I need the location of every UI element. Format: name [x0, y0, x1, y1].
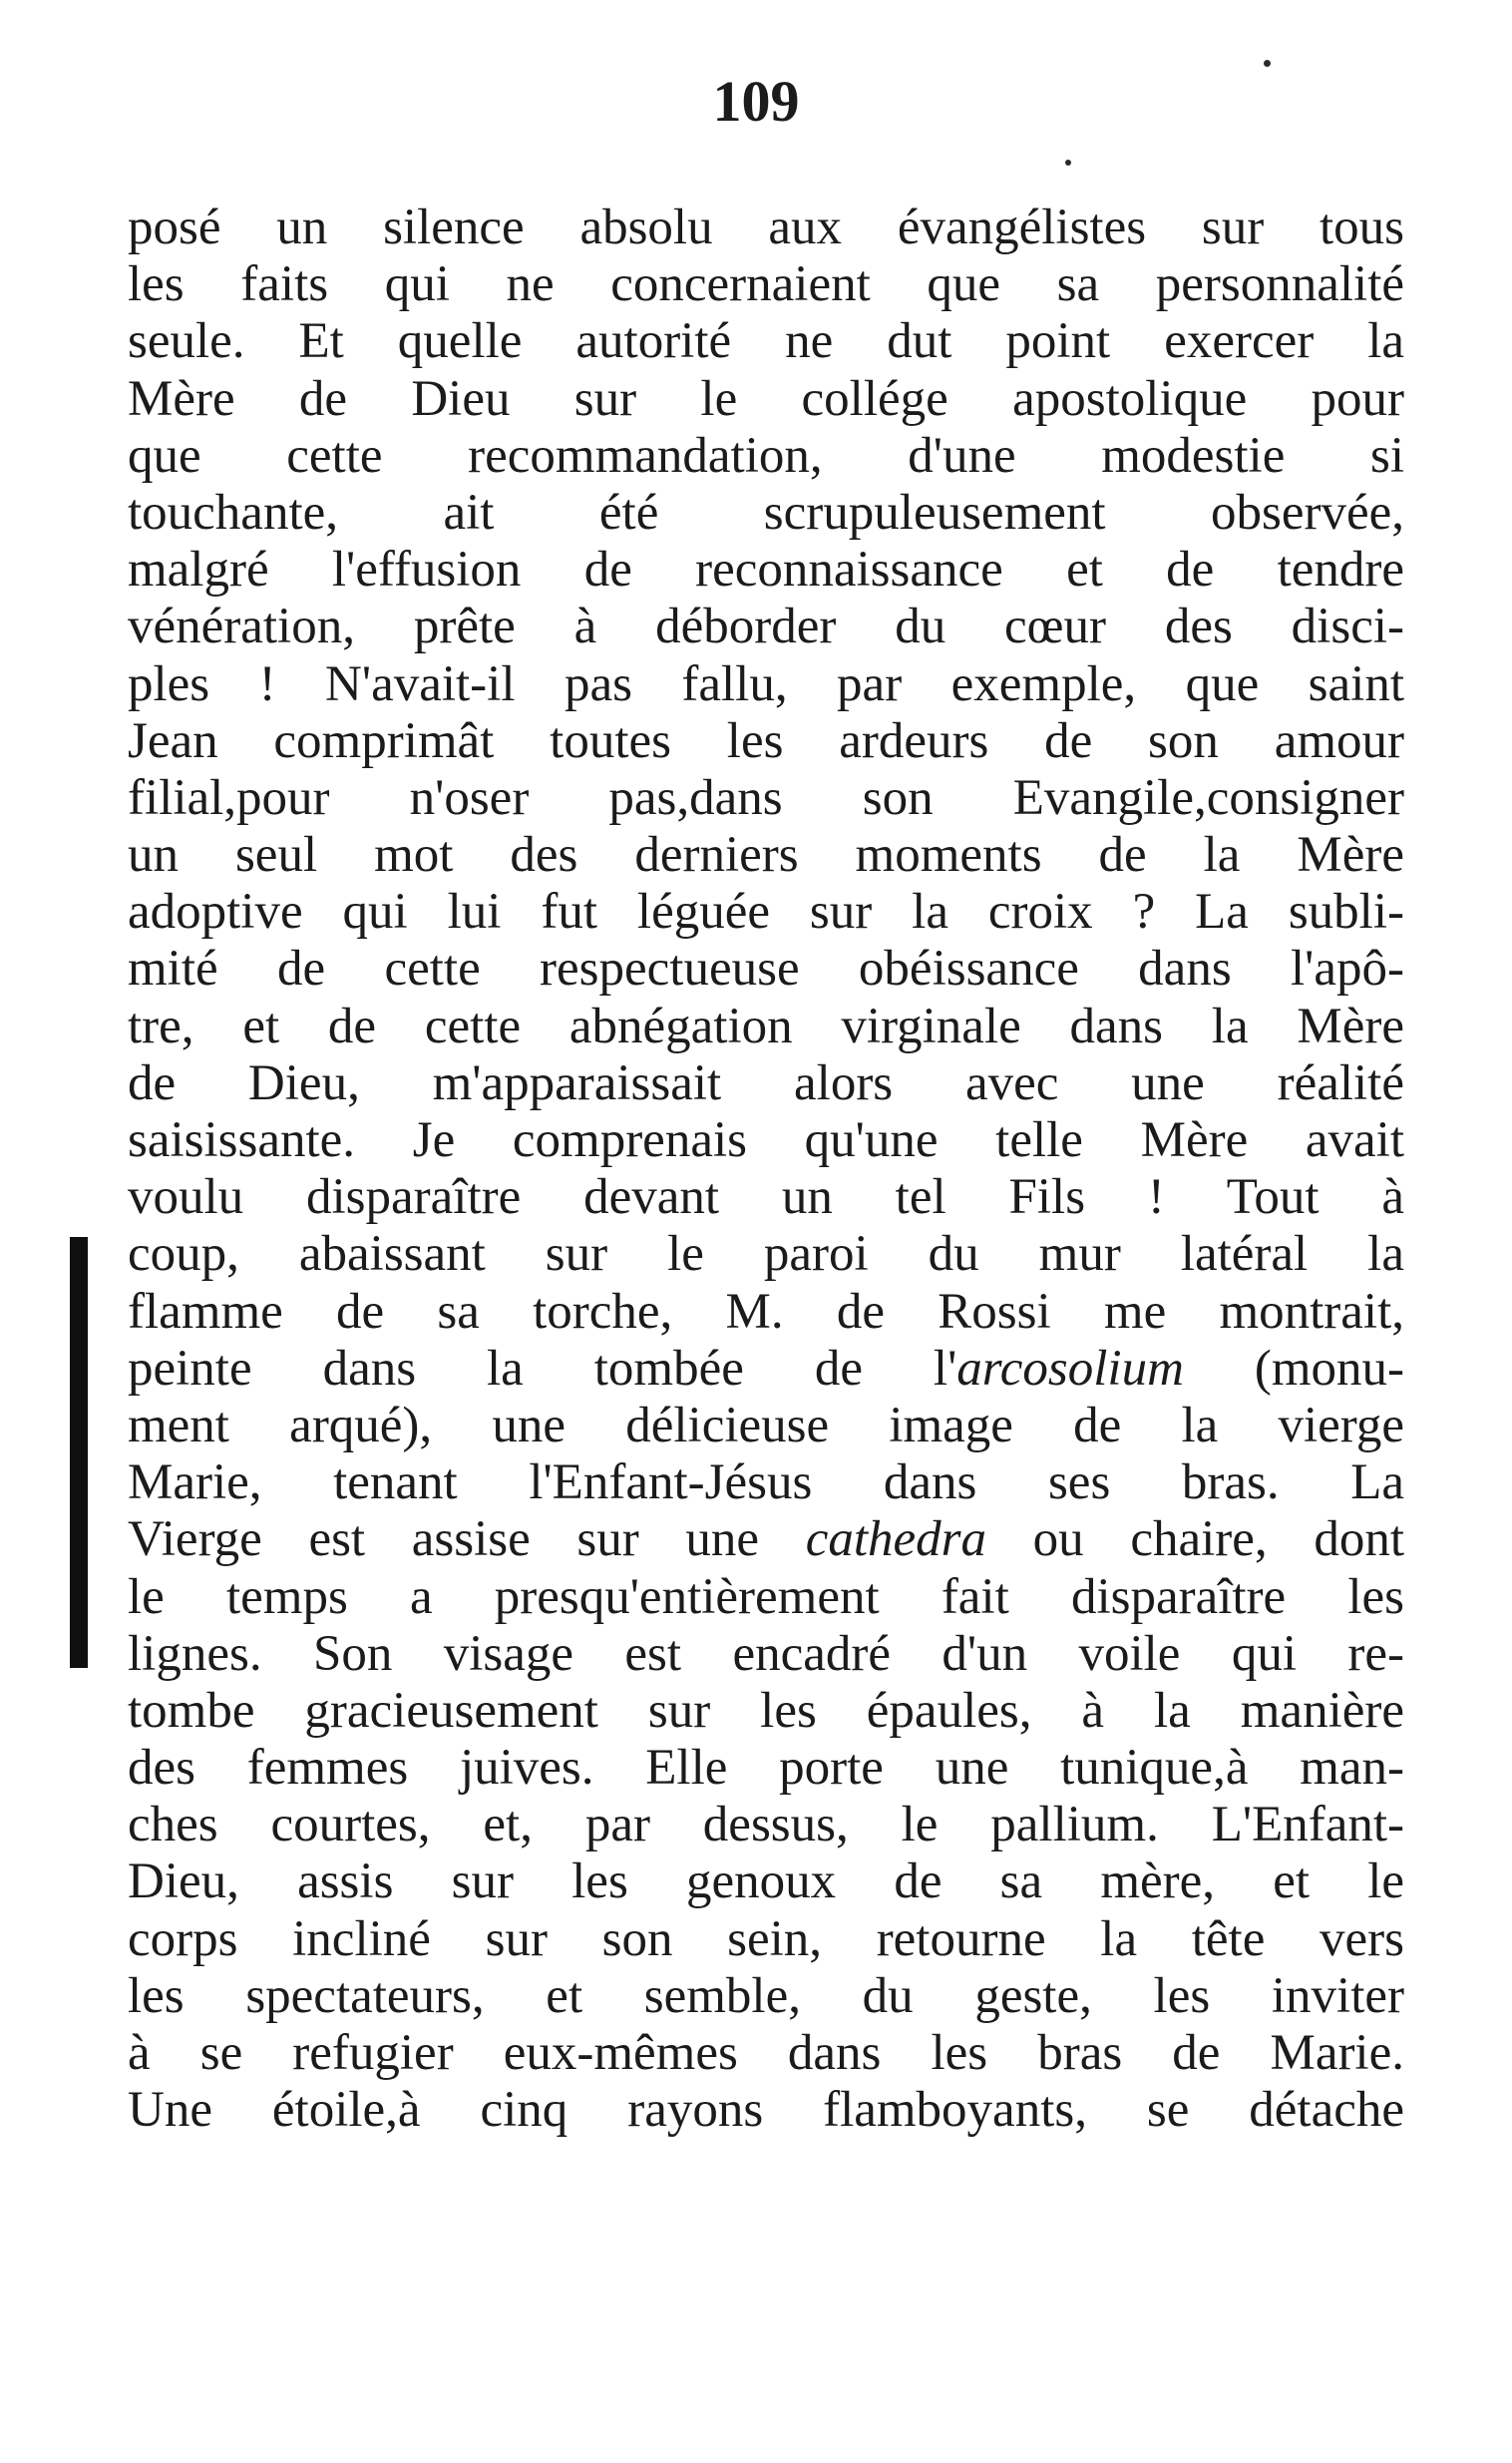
- text-line: Mère de Dieu sur le collége apostolique pour: [128, 370, 1404, 427]
- text-line: les spectateurs, et semble, du geste, les inviter: [128, 1967, 1404, 2024]
- text-line: Jean comprimât toutes les ardeurs de son amour: [128, 712, 1404, 769]
- text-run: ou chaire, dont: [986, 1511, 1404, 1568]
- text-line: filial,pour n'oser pas,dans son Evangile,consigner: [128, 769, 1404, 826]
- text-run: Vierge est assise sur une: [128, 1511, 806, 1568]
- italic-term: arcosolium: [956, 1340, 1184, 1397]
- text-line: à se refugier eux-mêmes dans les bras de Marie.: [128, 2025, 1404, 2081]
- text-line: flamme de sa torche, M. de Rossi me montrait,: [128, 1283, 1404, 1340]
- text-run: (monu-: [1183, 1340, 1404, 1397]
- text-line: vénération, prête à déborder du cœur des disci-: [128, 599, 1404, 655]
- text-line: Dieu, assis sur les genoux de sa mère, et le: [128, 1853, 1404, 1910]
- text-line: saisissante. Je comprenais qu'une telle Mère avait: [128, 1112, 1404, 1168]
- text-line: [128, 1341, 1404, 1398]
- text-line: des femmes juives. Elle porte une tunique,à man-: [128, 1740, 1404, 1797]
- body-text: [128, 200, 1404, 2139]
- text-line: adoptive qui lui fut léguée sur la croix ? La subli-: [128, 884, 1404, 941]
- text-line: tombe gracieusement sur les épaules, à la manière: [128, 1682, 1404, 1739]
- text-line: posé un silence absolu aux évangélistes sur tous: [128, 200, 1404, 255]
- text-line: que cette recommandation, d'une modestie si: [128, 427, 1404, 484]
- text-line: voulu disparaître devant un tel Fils ! Tout à: [128, 1169, 1404, 1226]
- text-line: [128, 1511, 1404, 1568]
- text-run: peinte dans la tombée de l': [128, 1340, 957, 1397]
- italic-term: cathedra: [805, 1511, 987, 1568]
- text-line: ples ! N'avait-il pas fallu, par exemple, que saint: [128, 655, 1404, 712]
- text-line: tre, et de cette abnégation virginale dans la Mère: [128, 998, 1404, 1054]
- text-line: ches courtes, et, par dessus, le pallium. L'Enfant-: [128, 1797, 1404, 1853]
- text-line: de Dieu, m'apparaissait alors avec une réalité: [128, 1054, 1404, 1111]
- text-line: seule. Et quelle autorité ne dut point exercer la: [128, 313, 1404, 370]
- text-line: mité de cette respectueuse obéissance dans l'apô-: [128, 941, 1404, 998]
- text-line: un seul mot des derniers moments de la Mère: [128, 827, 1404, 884]
- text-line: Une étoile,à cinq rayons flamboyants, se détache: [128, 2082, 1404, 2139]
- text-line: coup, abaissant sur le paroi du mur latéral la: [128, 1226, 1404, 1283]
- text-line: ment arqué), une délicieuse image de la vierge: [128, 1397, 1404, 1453]
- text-line: les faits qui ne concernaient que sa personnalité: [128, 256, 1404, 313]
- text-line: malgré l'effusion de reconnaissance et de tendre: [128, 542, 1404, 599]
- page-number: 109: [712, 69, 800, 134]
- text-line: corps incliné sur son sein, retourne la tête vers: [128, 1910, 1404, 1967]
- print-speck: [1264, 60, 1271, 67]
- print-speck: [1065, 160, 1071, 166]
- text-line: touchante, ait été scrupuleusement observée,: [128, 484, 1404, 541]
- text-line: lignes. Son visage est encadré d'un voile qui re-: [128, 1625, 1404, 1682]
- margin-mark-bar: [70, 1237, 88, 1668]
- text-line: Marie, tenant l'Enfant-Jésus dans ses bras. La: [128, 1454, 1404, 1511]
- text-line: le temps a presqu'entièrement fait disparaître les: [128, 1568, 1404, 1625]
